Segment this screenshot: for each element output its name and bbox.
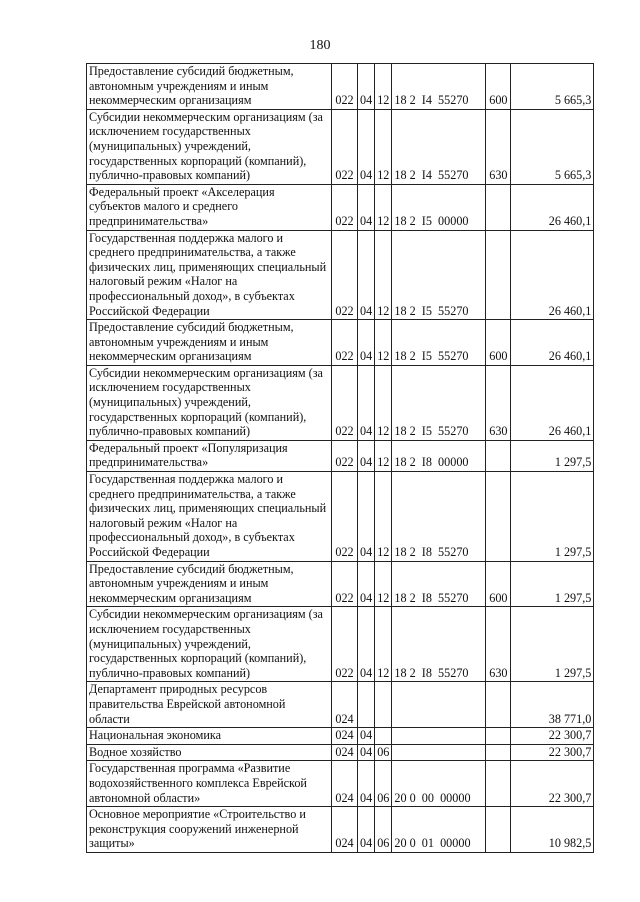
table-row [87, 230, 594, 320]
table-row [87, 807, 594, 853]
expense-type-code: 600 [486, 561, 511, 607]
ministry-code: 022 [332, 561, 358, 607]
ministry-code: 022 [332, 440, 358, 471]
amount: 26 460,1 [511, 230, 594, 320]
expense-type-code [486, 184, 511, 230]
target-article-code: 18 2 I8 55270 [392, 561, 486, 607]
ministry-code: 024 [332, 744, 358, 761]
table-row [87, 440, 594, 471]
subsection-code: 12 [375, 230, 392, 320]
section-code: 04 [358, 744, 375, 761]
row-name: Государственная поддержка малого и среднего предпринимательства, а также физических лиц, применяющих специальный налоговый режим «Налог на профессиональный доход», в субъектах Российской Федерации [87, 472, 332, 562]
ministry-code: 022 [332, 109, 358, 184]
section-code: 04 [358, 184, 375, 230]
amount: 26 460,1 [511, 365, 594, 440]
page-number: 180 [309, 38, 331, 53]
section-code: 04 [358, 561, 375, 607]
target-article-code: 18 2 I5 55270 [392, 320, 486, 366]
ministry-code: 024 [332, 807, 358, 853]
subsection-code: 12 [375, 440, 392, 471]
subsection-code: 12 [375, 64, 392, 110]
amount: 22 300,7 [511, 728, 594, 745]
row-name: Субсидии некоммерческим организациям (за исключением государственных (муниципальных) учреждений, государственных корпораций (компаний), публично-правовых компаний) [87, 365, 332, 440]
section-code: 04 [358, 320, 375, 366]
expense-type-code: 630 [486, 109, 511, 184]
target-article-code: 18 2 I4 55270 [392, 64, 486, 110]
section-code: 04 [358, 64, 375, 110]
budget-table-body [87, 64, 594, 853]
amount: 38 771,0 [511, 682, 594, 728]
amount: 10 982,5 [511, 807, 594, 853]
target-article-code: 18 2 I4 55270 [392, 109, 486, 184]
section-code: 04 [358, 607, 375, 682]
row-name: Водное хозяйство [87, 744, 332, 761]
table-row [87, 64, 594, 110]
table-row [87, 320, 594, 366]
ministry-code: 022 [332, 64, 358, 110]
row-name: Государственная программа «Развитие водохозяйственного комплекса Еврейской автономной области» [87, 761, 332, 807]
expense-type-code [486, 472, 511, 562]
amount: 22 300,7 [511, 761, 594, 807]
target-article-code: 18 2 I5 00000 [392, 184, 486, 230]
section-code: 04 [358, 230, 375, 320]
row-name: Субсидии некоммерческим организациям (за исключением государственных (муниципальных) учреждений, государственных корпораций (компаний), публично-правовых компаний) [87, 607, 332, 682]
expense-type-code [486, 807, 511, 853]
expense-type-code [486, 682, 511, 728]
section-code: 04 [358, 365, 375, 440]
section-code [358, 682, 375, 728]
ministry-code: 024 [332, 682, 358, 728]
row-name: Основное мероприятие «Строительство и реконструкция сооружений инженерной защиты» [87, 807, 332, 853]
section-code: 04 [358, 440, 375, 471]
section-code: 04 [358, 807, 375, 853]
expense-type-code [486, 728, 511, 745]
subsection-code: 12 [375, 320, 392, 366]
row-name: Предоставление субсидий бюджетным, автономным учреждениям и иным некоммерческим организациям [87, 561, 332, 607]
ministry-code: 022 [332, 365, 358, 440]
row-name: Федеральный проект «Акселерация субъектов малого и среднего предпринимательства» [87, 184, 332, 230]
target-article-code: 18 2 I5 55270 [392, 365, 486, 440]
table-row [87, 607, 594, 682]
row-name: Предоставление субсидий бюджетным, автономным учреждениям и иным некоммерческим организациям [87, 320, 332, 366]
table-row [87, 728, 594, 745]
row-name: Национальная экономика [87, 728, 332, 745]
section-code: 04 [358, 109, 375, 184]
section-code: 04 [358, 761, 375, 807]
subsection-code [375, 728, 392, 745]
expense-type-code: 630 [486, 365, 511, 440]
expense-type-code: 630 [486, 607, 511, 682]
target-article-code [392, 728, 486, 745]
amount: 1 297,5 [511, 440, 594, 471]
row-name: Государственная поддержка малого и среднего предпринимательства, а также физических лиц, применяющих специальный налоговый режим «Налог на профессиональный доход», в субъектах Российской Федерации [87, 230, 332, 320]
subsection-code: 06 [375, 744, 392, 761]
subsection-code: 12 [375, 561, 392, 607]
ministry-code: 022 [332, 607, 358, 682]
subsection-code: 12 [375, 109, 392, 184]
target-article-code: 18 2 I8 55270 [392, 472, 486, 562]
target-article-code: 20 0 01 00000 [392, 807, 486, 853]
subsection-code: 12 [375, 184, 392, 230]
target-article-code: 18 2 I8 55270 [392, 607, 486, 682]
ministry-code: 022 [332, 320, 358, 366]
table-row [87, 682, 594, 728]
expense-type-code [486, 440, 511, 471]
subsection-code: 12 [375, 365, 392, 440]
target-article-code [392, 682, 486, 728]
table-row [87, 109, 594, 184]
row-name: Субсидии некоммерческим организациям (за исключением государственных (муниципальных) учреждений, государственных корпораций (компаний), публично-правовых компаний) [87, 109, 332, 184]
row-name: Департамент природных ресурсов правительства Еврейской автономной области [87, 682, 332, 728]
expense-type-code: 600 [486, 320, 511, 366]
row-name: Предоставление субсидий бюджетным, автономным учреждениям и иным некоммерческим организациям [87, 64, 332, 110]
target-article-code [392, 744, 486, 761]
table-row [87, 472, 594, 562]
ministry-code: 022 [332, 472, 358, 562]
table-row [87, 184, 594, 230]
amount: 22 300,7 [511, 744, 594, 761]
subsection-code: 12 [375, 607, 392, 682]
target-article-code: 20 0 00 00000 [392, 761, 486, 807]
target-article-code: 18 2 I5 55270 [392, 230, 486, 320]
subsection-code: 12 [375, 472, 392, 562]
ministry-code: 022 [332, 230, 358, 320]
amount: 26 460,1 [511, 320, 594, 366]
amount: 26 460,1 [511, 184, 594, 230]
amount: 5 665,3 [511, 109, 594, 184]
ministry-code: 022 [332, 184, 358, 230]
amount: 1 297,5 [511, 561, 594, 607]
amount: 5 665,3 [511, 64, 594, 110]
table-row [87, 744, 594, 761]
expense-type-code [486, 761, 511, 807]
amount: 1 297,5 [511, 472, 594, 562]
table-row [87, 761, 594, 807]
table-row [87, 365, 594, 440]
amount: 1 297,5 [511, 607, 594, 682]
ministry-code: 024 [332, 761, 358, 807]
subsection-code: 06 [375, 761, 392, 807]
row-name: Федеральный проект «Популяризация предпринимательства» [87, 440, 332, 471]
subsection-code [375, 682, 392, 728]
target-article-code: 18 2 I8 00000 [392, 440, 486, 471]
ministry-code: 024 [332, 728, 358, 745]
section-code: 04 [358, 472, 375, 562]
expense-type-code: 600 [486, 64, 511, 110]
expense-type-code [486, 230, 511, 320]
table-row [87, 561, 594, 607]
expense-type-code [486, 744, 511, 761]
section-code: 04 [358, 728, 375, 745]
budget-table [86, 63, 594, 853]
subsection-code: 06 [375, 807, 392, 853]
